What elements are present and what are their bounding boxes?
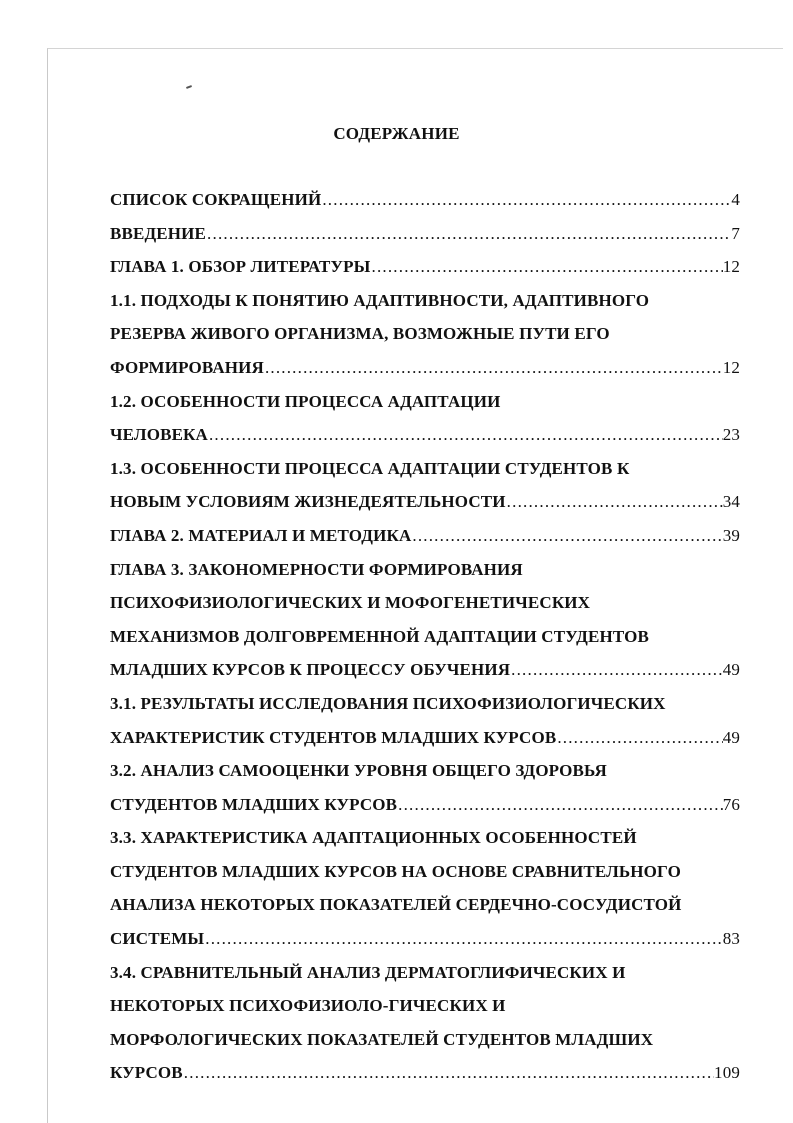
dot-leader [321,183,731,217]
toc-page-number: 12 [722,357,740,377]
toc-page-number: 34 [722,492,740,512]
dot-leader [556,721,722,755]
toc-entry-last-line [110,217,740,251]
toc-entry-line [110,620,740,654]
toc-entry-line [110,553,740,587]
toc-entry-line [110,754,740,788]
toc-entry [110,553,740,687]
toc-entry [110,452,740,519]
toc-entry [110,183,740,217]
toc-entry-text: 3.1. РЕЗУЛЬТАТЫ ИССЛЕДОВАНИЯ ПСИХОФИЗИОЛОГИЧЕСКИХ [110,693,666,713]
toc-entry-last-line [110,351,740,385]
toc-entry-line [110,687,740,721]
toc-entry-last-line [110,418,740,452]
dot-leader [371,250,723,284]
toc-entry-text: СТУДЕНТОВ МЛАДШИХ КУРСОВ НА ОСНОВЕ СРАВНИТЕЛЬНОГО [110,861,681,881]
toc-entry-text: МЕХАНИЗМОВ ДОЛГОВРЕМЕННОЙ АДАПТАЦИИ СТУДЕНТОВ [110,626,649,646]
toc-entry-text: 1.3. ОСОБЕННОСТИ ПРОЦЕССА АДАПТАЦИИ СТУДЕНТОВ К [110,458,630,478]
toc-entry-text: ВВЕДЕНИЕ [110,223,207,243]
toc-page-number: 4 [731,190,740,209]
toc-entry-text: КУРСОВ [110,1063,183,1083]
toc-entry-text: ФОРМИРОВАНИЯ [110,357,264,377]
toc-entry [110,284,740,385]
toc-page-number: 83 [722,929,740,949]
toc-entry-line [110,956,740,990]
toc-entry-text: СИСТЕМЫ [110,929,205,949]
toc-entry-last-line [110,250,740,284]
table-of-contents [110,183,740,1090]
toc-entry-text: МОРФОЛОГИЧЕСКИХ ПОКАЗАТЕЛЕЙ СТУДЕНТОВ МЛАДШИХ [110,1029,654,1049]
dot-leader [208,418,723,452]
toc-entry [110,217,740,251]
toc-entry-text: 1.1. ПОДХОДЫ К ПОНЯТИЮ АДАПТИВНОСТИ, АДАПТИВНОГО [110,290,650,310]
toc-entry-last-line [110,653,740,687]
toc-entry-line [110,586,740,620]
toc-entry [110,385,740,452]
toc-entry-text: ЧЕЛОВЕКА [110,425,208,445]
toc-page-number: 109 [714,1063,740,1083]
toc-entry-last-line [110,721,740,755]
toc-page-number: 7 [731,223,740,243]
toc-page-number: 76 [722,794,740,814]
toc-entry-line [110,452,740,486]
toc-entry [110,687,740,754]
toc-entry-text: 1.2. ОСОБЕННОСТИ ПРОЦЕССА АДАПТАЦИИ [110,391,501,411]
dot-leader [264,351,723,385]
toc-entry [110,250,740,284]
toc-entry-text: АНАЛИЗА НЕКОТОРЫХ ПОКАЗАТЕЛЕЙ СЕРДЕЧНО-СОСУДИСТОЙ [110,895,682,915]
toc-entry [110,956,740,1090]
toc-entry-line [110,385,740,419]
dot-leader [506,485,723,519]
toc-entry-text: ХАРАКТЕРИСТИК СТУДЕНТОВ МЛАДШИХ КУРСОВ [110,727,557,747]
dot-leader [183,1056,714,1090]
toc-entry-text: 3.3. ХАРАКТЕРИСТИКА АДАПТАЦИОННЫХ ОСОБЕННОСТЕЙ [110,828,637,848]
toc-entry-last-line [110,922,740,956]
toc-entry-text: 3.2. АНАЛИЗ САМООЦЕНКИ УРОВНЯ ОБЩЕГО ЗДОРОВЬЯ [110,761,607,781]
toc-entry [110,821,740,955]
toc-entry-text: ПСИХОФИЗИОЛОГИЧЕСКИХ И МОФОГЕНЕТИЧЕСКИХ [110,593,591,613]
toc-entry-text: СПИСОК СОКРАЩЕНИЙ [110,190,322,209]
dot-leader [510,653,723,687]
toc-entry-last-line [110,183,740,217]
dot-leader [397,788,723,822]
dot-leader [206,217,731,251]
toc-entry-text: ГЛАВА 1. ОБЗОР ЛИТЕРАТУРЫ [110,257,371,277]
toc-entry-text: МЛАДШИХ КУРСОВ К ПРОЦЕССУ ОБУЧЕНИЯ [110,660,511,680]
toc-entry-text: РЕЗЕРВА ЖИВОГО ОРГАНИЗМА, ВОЗМОЖНЫЕ ПУТИ ЕГО [110,324,610,344]
dot-leader [411,519,722,553]
toc-entry [110,754,740,821]
dot-leader [204,922,722,956]
toc-entry-text: СТУДЕНТОВ МЛАДШИХ КУРСОВ [110,794,398,814]
toc-entry-last-line [110,485,740,519]
toc-page-number: 49 [722,727,740,747]
toc-entry-line [110,821,740,855]
toc-entry-text: НОВЫМ УСЛОВИЯМ ЖИЗНЕДЕЯТЕЛЬНОСТИ [110,492,506,512]
toc-entry-line [110,317,740,351]
toc-entry-line [110,989,740,1023]
toc-entry-text: 3.4. СРАВНИТЕЛЬНЫЙ АНАЛИЗ ДЕРМАТОГЛИФИЧЕСКИХ И [110,962,626,982]
toc-entry-line [110,855,740,889]
toc-entry-last-line [110,788,740,822]
toc-page-number: 39 [722,525,740,545]
toc-page-number: 49 [722,660,740,680]
toc-entry [110,519,740,553]
toc-entry-last-line [110,1056,740,1090]
toc-entry-text: НЕКОТОРЫХ ПСИХОФИЗИОЛО-ГИЧЕСКИХ И [110,996,506,1016]
page-title: СОДЕРЖАНИЕ [333,124,460,143]
toc-entry-last-line [110,519,740,553]
toc-entry-line [110,284,740,318]
toc-page-number: 23 [722,425,740,445]
toc-entry-text: ГЛАВА 3. ЗАКОНОМЕРНОСТИ ФОРМИРОВАНИЯ [110,559,523,579]
toc-entry-line [110,888,740,922]
toc-page-number: 12 [722,257,740,277]
toc-entry-line [110,1023,740,1057]
toc-entry-text: ГЛАВА 2. МАТЕРИАЛ И МЕТОДИКА [110,525,412,545]
